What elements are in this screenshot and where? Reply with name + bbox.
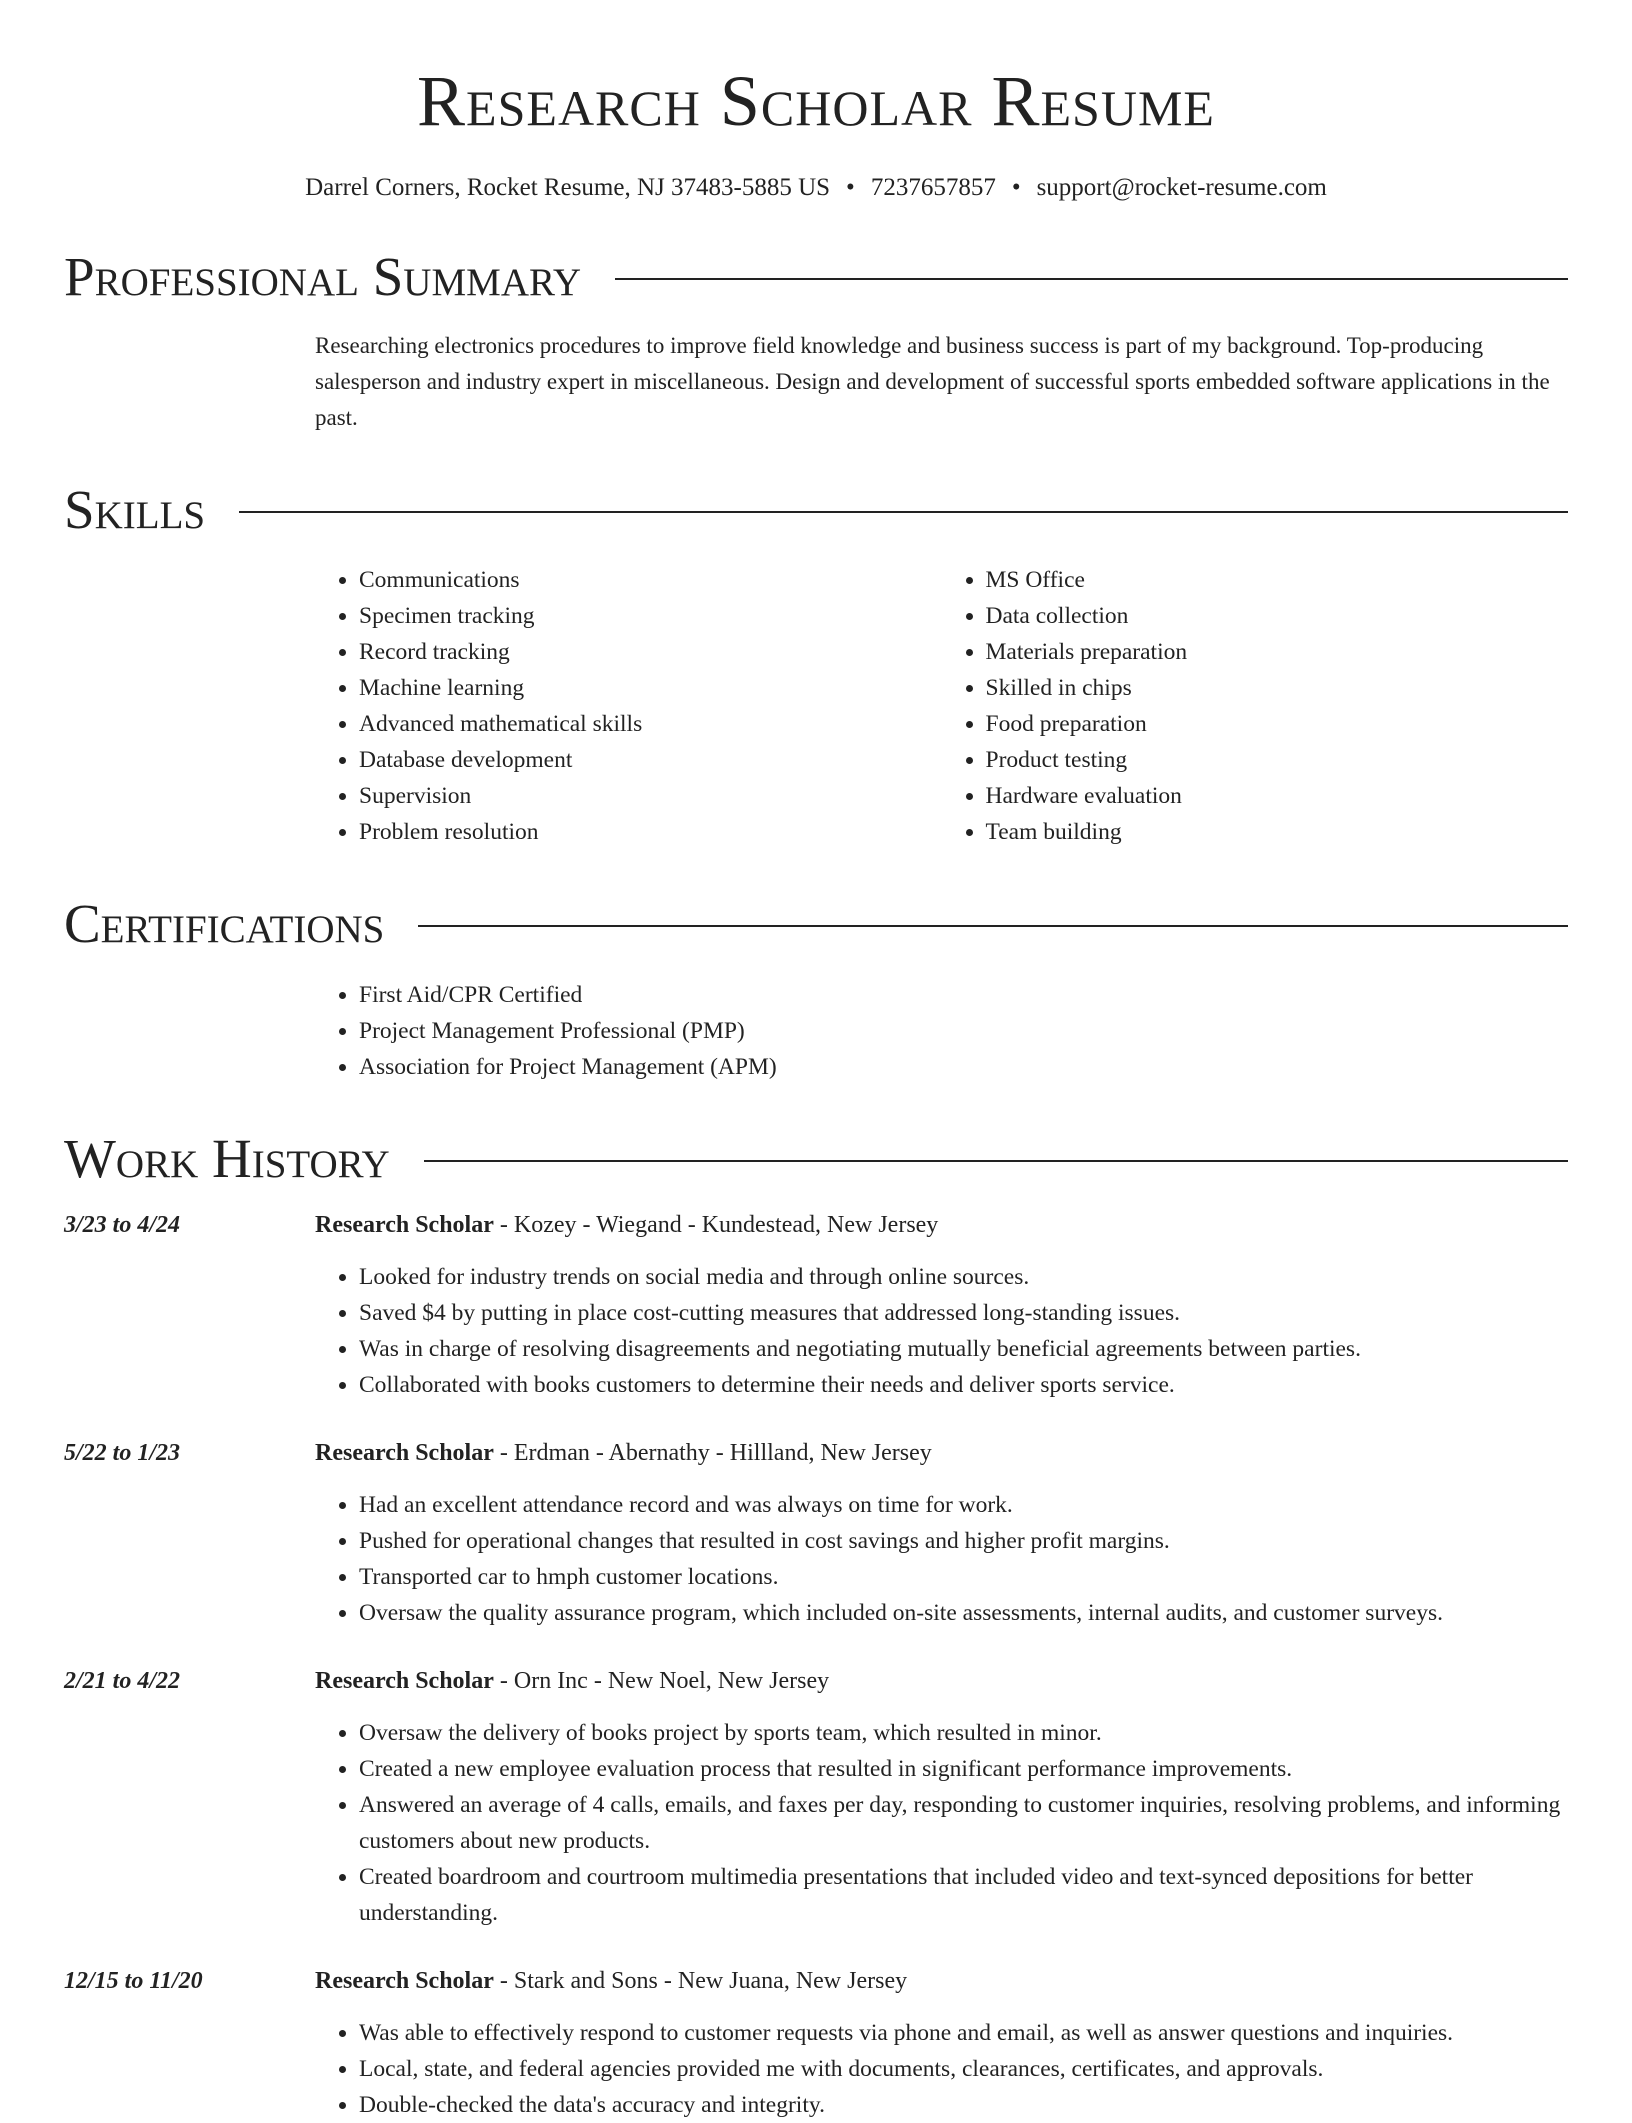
list-item: • First Aid/CPR Certified bbox=[359, 977, 1568, 1013]
contact-line bbox=[64, 173, 1568, 203]
job-entry bbox=[64, 1965, 1568, 2123]
job-dates: 5/22 to 1/23 bbox=[64, 1440, 181, 1467]
section-divider bbox=[239, 511, 1568, 513]
list-item: • Specimen tracking bbox=[359, 598, 942, 634]
summary-text: Researching electronics procedures to improve field knowledge and business success is part of my background. Top-producing salesperson and industry expert in miscellaneous. Design and development of successful sports embedded software applications in the past. bbox=[315, 332, 1550, 430]
list-item: • Project Management Professional (PMP) bbox=[359, 1013, 1568, 1049]
job-employer-location: - Kozey - Wiegand - Kundestead, New Jersey bbox=[493, 1212, 939, 1239]
job-header bbox=[315, 1209, 1568, 1241]
list-item: • Oversaw the quality assurance program, which included on-site assessments, internal audits, and customer surveys. bbox=[359, 1595, 1568, 1631]
list-item: • Oversaw the delivery of books project by sports team, which resulted in minor. bbox=[359, 1715, 1568, 1751]
resume-title: Research Scholar Resume bbox=[417, 61, 1215, 141]
job-title: Research Scholar bbox=[315, 1668, 494, 1695]
list-item: • Pushed for operational changes that resulted in cost savings and higher profit margins. bbox=[359, 1523, 1568, 1559]
job-title: Research Scholar bbox=[315, 1212, 494, 1239]
list-item: • Double-checked the data's accuracy and integrity. bbox=[359, 2087, 1568, 2123]
section-header bbox=[64, 894, 1568, 955]
list-item: • MS Office bbox=[986, 562, 1569, 598]
list-item: • Data collection bbox=[986, 598, 1569, 634]
list-item: • Local, state, and federal agencies provided me with documents, clearances, certificates, and approvals. bbox=[359, 2051, 1568, 2087]
section-divider bbox=[615, 278, 1568, 280]
list-item: • Had an excellent attendance record and was always on time for work. bbox=[359, 1487, 1568, 1523]
work-history-section bbox=[64, 1129, 1568, 2123]
job-header bbox=[315, 1965, 1568, 1997]
job-dates: 3/23 to 4/24 bbox=[64, 1212, 181, 1239]
job-bullets bbox=[315, 1715, 1568, 1931]
contact-email: support@rocket-resume.com bbox=[1036, 174, 1327, 202]
contact-separator: • bbox=[846, 174, 855, 202]
list-item: • Skilled in chips bbox=[986, 670, 1569, 706]
list-item: • Problem resolution bbox=[359, 814, 942, 850]
job-bullets bbox=[315, 1259, 1568, 1403]
job-dates: 2/21 to 4/22 bbox=[64, 1668, 181, 1695]
job-header bbox=[315, 1437, 1568, 1469]
certifications-list bbox=[315, 977, 1568, 1085]
work-history-heading: Work History bbox=[64, 1127, 390, 1189]
list-item: • Food preparation bbox=[986, 706, 1569, 742]
list-item: • Collaborated with books customers to determine their needs and deliver sports service. bbox=[359, 1367, 1568, 1403]
list-item: • Looked for industry trends on social media and through online sources. bbox=[359, 1259, 1568, 1295]
job-bullets bbox=[315, 1487, 1568, 1631]
job-dates: 12/15 to 11/20 bbox=[64, 1968, 203, 1995]
job-entry bbox=[64, 1437, 1568, 1631]
certifications-block bbox=[315, 977, 1568, 1085]
list-item: • Materials preparation bbox=[986, 634, 1569, 670]
job-details bbox=[315, 1437, 1568, 1631]
list-item: • Saved $4 by putting in place cost-cutting measures that addressed long-standing issues. bbox=[359, 1295, 1568, 1331]
section-divider bbox=[418, 925, 1568, 927]
summary-section bbox=[64, 247, 1568, 436]
contact-phone: 7237657857 bbox=[870, 174, 996, 202]
job-entry bbox=[64, 1209, 1568, 1403]
job-list bbox=[64, 1209, 1568, 2123]
list-item: • Database development bbox=[359, 742, 942, 778]
contact-address: Darrel Corners, Rocket Resume, NJ 37483-5885 US bbox=[305, 174, 831, 202]
section-header bbox=[64, 480, 1568, 541]
job-details bbox=[315, 1665, 1568, 1931]
section-header bbox=[64, 1129, 1568, 1190]
job-title: Research Scholar bbox=[315, 1440, 494, 1467]
list-item: • Was able to effectively respond to customer requests via phone and email, as well as answer questions and inquiries. bbox=[359, 2015, 1568, 2051]
section-divider bbox=[424, 1160, 1568, 1162]
skills-list-right bbox=[942, 562, 1569, 850]
skills-heading: Skills bbox=[64, 478, 206, 540]
list-item: • Communications bbox=[359, 562, 942, 598]
skills-list-left bbox=[315, 562, 942, 850]
summary-heading: Professional Summary bbox=[64, 246, 582, 308]
job-employer-location: - Orn Inc - New Noel, New Jersey bbox=[493, 1668, 830, 1695]
certifications-section bbox=[64, 894, 1568, 1085]
job-bullets bbox=[315, 2015, 1568, 2123]
list-item: • Team building bbox=[986, 814, 1569, 850]
job-header bbox=[315, 1665, 1568, 1697]
list-item: • Association for Project Management (APM) bbox=[359, 1049, 1568, 1085]
list-item: • Advanced mathematical skills bbox=[359, 706, 942, 742]
skills-columns bbox=[315, 562, 1568, 850]
section-header bbox=[64, 247, 1568, 308]
contact-separator: • bbox=[1011, 174, 1021, 202]
list-item: • Supervision bbox=[359, 778, 942, 814]
list-item: • Was in charge of resolving disagreements and negotiating mutually beneficial agreements between parties. bbox=[359, 1331, 1568, 1367]
job-details bbox=[315, 1965, 1568, 2123]
job-employer-location: - Erdman - Abernathy - Hillland, New Jersey bbox=[493, 1440, 932, 1467]
job-employer-location: - Stark and Sons - New Juana, New Jersey bbox=[493, 1968, 908, 1995]
skills-section bbox=[64, 480, 1568, 851]
list-item: • Created a new employee evaluation process that resulted in significant performance improvements. bbox=[359, 1751, 1568, 1787]
list-item: • Created boardroom and courtroom multimedia presentations that included video and text-synced depositions for better understanding. bbox=[359, 1859, 1568, 1931]
list-item: • Hardware evaluation bbox=[986, 778, 1569, 814]
list-item: • Record tracking bbox=[359, 634, 942, 670]
list-item: • Transported car to hmph customer locations. bbox=[359, 1559, 1568, 1595]
job-title: Research Scholar bbox=[315, 1968, 494, 1995]
job-entry bbox=[64, 1665, 1568, 1931]
job-details bbox=[315, 1209, 1568, 1403]
list-item: • Product testing bbox=[986, 742, 1569, 778]
list-item: • Machine learning bbox=[359, 670, 942, 706]
certifications-heading: Certifications bbox=[64, 893, 385, 955]
list-item: • Answered an average of 4 calls, emails, and faxes per day, responding to customer inquiries, resolving problems, and informing customers about new products. bbox=[359, 1787, 1568, 1859]
